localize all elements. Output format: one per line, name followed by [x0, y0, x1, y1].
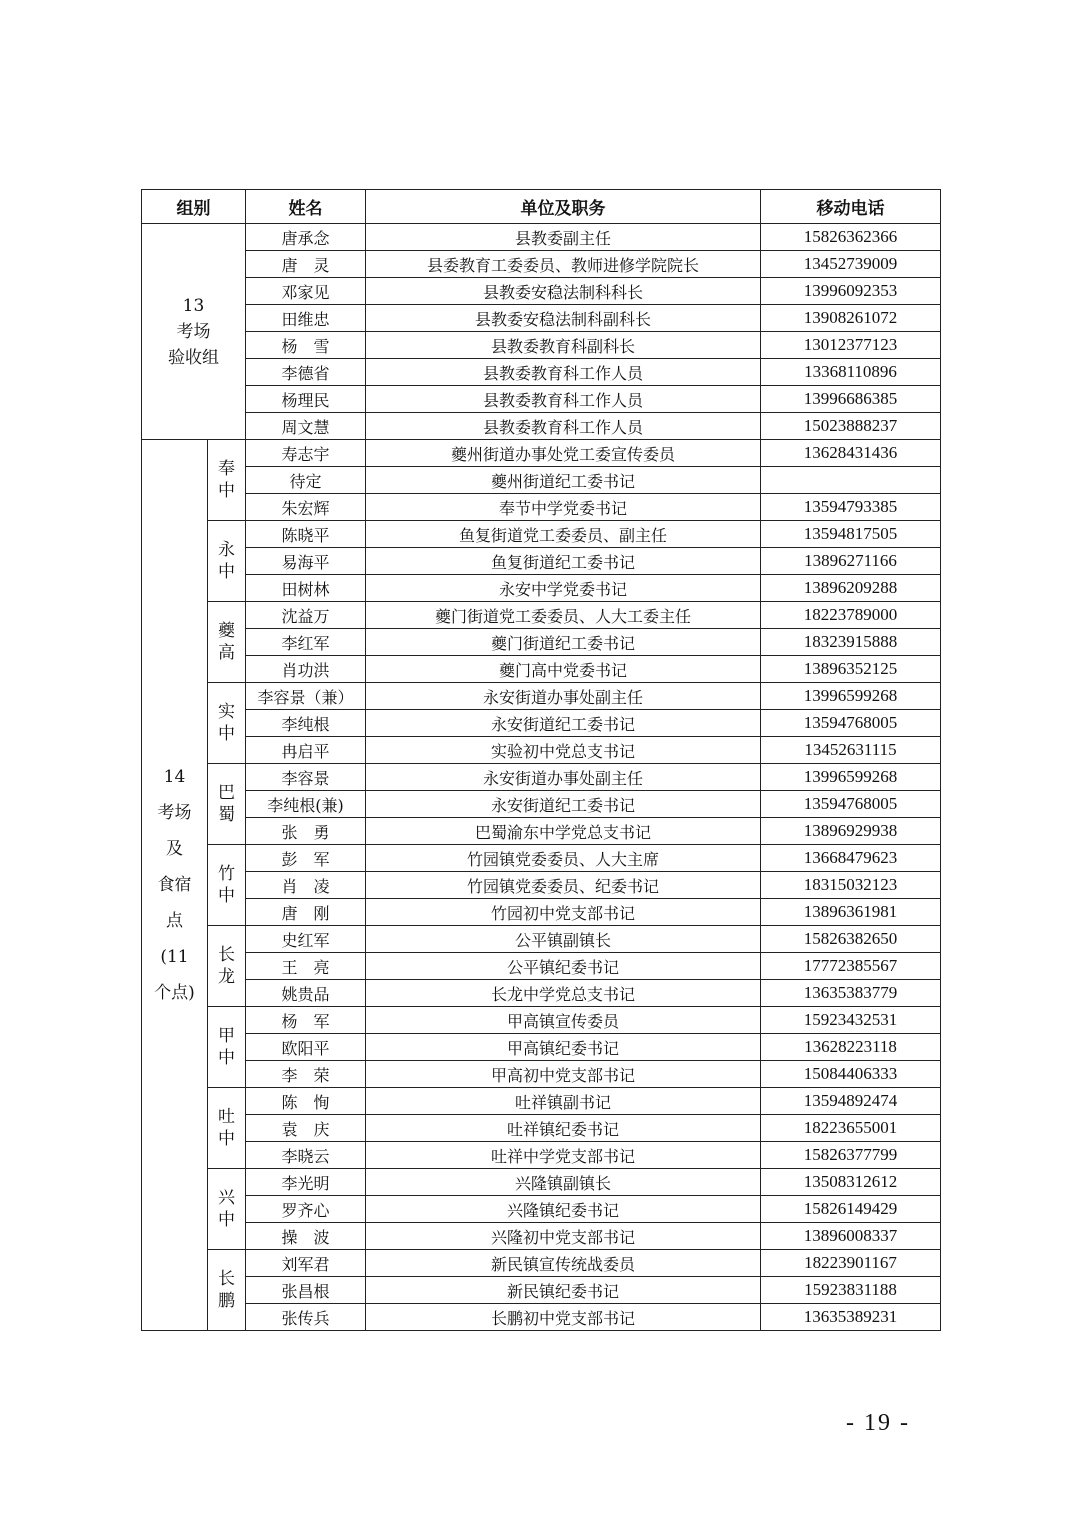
table-row: [142, 521, 941, 548]
person-unit: 县教委教育科工作人员: [366, 386, 761, 413]
group-label-line: 13: [182, 295, 205, 316]
person-phone: 13896209288: [761, 575, 941, 602]
site-name: 夔高: [218, 621, 235, 663]
table-row: [142, 710, 941, 737]
site-label: [208, 683, 246, 764]
person-unit: 夔州街道办事处党工委宣传委员: [366, 440, 761, 467]
person-name: 袁 庆: [246, 1115, 366, 1142]
person-unit: 夔州街道纪工委书记: [366, 467, 761, 494]
person-unit: 甲高镇宣传委员: [366, 1007, 761, 1034]
person-unit: 吐祥镇纪委书记: [366, 1115, 761, 1142]
person-name: 邓家见: [246, 278, 366, 305]
person-unit: 夔门街道党工委委员、人大工委主任: [366, 602, 761, 629]
site-label: [208, 1169, 246, 1250]
person-phone: 13635389231: [761, 1304, 941, 1331]
person-phone: 15826382650: [761, 926, 941, 953]
table-row: [142, 224, 941, 251]
table-body: [142, 224, 941, 1331]
person-phone: 13594768005: [761, 710, 941, 737]
person-phone: 15826362366: [761, 224, 941, 251]
person-unit: 永安街道办事处副主任: [366, 683, 761, 710]
header-phone: 移动电话: [761, 190, 941, 224]
person-phone: 18223655001: [761, 1115, 941, 1142]
table-row: [142, 494, 941, 521]
table-row: [142, 251, 941, 278]
table-row: [142, 440, 941, 467]
person-phone: 13012377123: [761, 332, 941, 359]
person-unit: 夔门街道纪工委书记: [366, 629, 761, 656]
person-name: 欧阳平: [246, 1034, 366, 1061]
table-row: [142, 656, 941, 683]
group-label-line: 考场: [176, 321, 211, 342]
person-name: 易海平: [246, 548, 366, 575]
table-row: [142, 683, 941, 710]
site-label: [208, 521, 246, 602]
person-unit: 新民镇宣传统战委员: [366, 1250, 761, 1277]
person-unit: 永安街道办事处副主任: [366, 764, 761, 791]
person-phone: 13628431436: [761, 440, 941, 467]
person-unit: 县教委安稳法制科科长: [366, 278, 761, 305]
group-13-label: [142, 224, 246, 440]
person-phone: 13896929938: [761, 818, 941, 845]
person-unit: 兴隆镇副镇长: [366, 1169, 761, 1196]
table-row: [142, 548, 941, 575]
site-label: [208, 764, 246, 845]
group-label-line: 考场: [157, 803, 192, 823]
site-label: [208, 845, 246, 926]
site-name: 永中: [218, 540, 235, 582]
person-phone: 13996686385: [761, 386, 941, 413]
table-row: [142, 1277, 941, 1304]
person-name: 待定: [246, 467, 366, 494]
person-phone: 13996092353: [761, 278, 941, 305]
person-unit: 竹园镇党委委员、纪委书记: [366, 872, 761, 899]
person-name: 沈益万: [246, 602, 366, 629]
group-14-label: [142, 440, 208, 1331]
person-name: 田维忠: [246, 305, 366, 332]
table-row: [142, 1034, 941, 1061]
person-unit: 县教委教育科工作人员: [366, 359, 761, 386]
person-unit: 竹园初中党支部书记: [366, 899, 761, 926]
person-name: 肖 凌: [246, 872, 366, 899]
person-phone: [761, 467, 941, 494]
table-row: [142, 953, 941, 980]
person-phone: 13594892474: [761, 1088, 941, 1115]
person-unit: 永安街道纪工委书记: [366, 791, 761, 818]
site-label: [208, 1250, 246, 1331]
person-unit: 县委教育工委委员、教师进修学院院长: [366, 251, 761, 278]
header-unit: 单位及职务: [366, 190, 761, 224]
person-phone: 13996599268: [761, 764, 941, 791]
person-name: 张传兵: [246, 1304, 366, 1331]
person-name: 肖功洪: [246, 656, 366, 683]
person-unit: 长鹏初中党支部书记: [366, 1304, 761, 1331]
person-name: 彭 军: [246, 845, 366, 872]
table-row: [142, 575, 941, 602]
person-phone: 15826149429: [761, 1196, 941, 1223]
person-name: 唐 灵: [246, 251, 366, 278]
group-label-line: 验收组: [168, 347, 219, 368]
table-row: [142, 1169, 941, 1196]
site-name: 甲中: [218, 1026, 235, 1068]
table-row: [142, 1304, 941, 1331]
site-label: [208, 1007, 246, 1088]
person-name: 罗齐心: [246, 1196, 366, 1223]
person-name: 李纯根: [246, 710, 366, 737]
table-row: [142, 899, 941, 926]
site-name: 兴中: [218, 1188, 235, 1230]
table-row: [142, 467, 941, 494]
person-name: 田树林: [246, 575, 366, 602]
table-row: [142, 980, 941, 1007]
person-phone: 15923831188: [761, 1277, 941, 1304]
person-unit: 县教委副主任: [366, 224, 761, 251]
person-phone: 13896271166: [761, 548, 941, 575]
table-row: [142, 791, 941, 818]
person-unit: 县教委教育科副科长: [366, 332, 761, 359]
person-name: 冉启平: [246, 737, 366, 764]
person-name: 李 荣: [246, 1061, 366, 1088]
person-name: 杨 军: [246, 1007, 366, 1034]
person-phone: 13594793385: [761, 494, 941, 521]
person-phone: 15923432531: [761, 1007, 941, 1034]
person-name: 王 亮: [246, 953, 366, 980]
table-row: [142, 332, 941, 359]
person-phone: 13368110896: [761, 359, 941, 386]
site-name: 长鹏: [218, 1269, 235, 1311]
table-row: [142, 413, 941, 440]
person-unit: 兴隆镇纪委书记: [366, 1196, 761, 1223]
person-name: 李纯根(兼): [246, 791, 366, 818]
person-name: 陈晓平: [246, 521, 366, 548]
person-unit: 奉节中学党委书记: [366, 494, 761, 521]
table-row: [142, 1007, 941, 1034]
site-label: [208, 926, 246, 1007]
person-name: 姚贵品: [246, 980, 366, 1007]
table-row: [142, 278, 941, 305]
person-name: 唐承念: [246, 224, 366, 251]
person-name: 李容景: [246, 764, 366, 791]
person-unit: 新民镇纪委书记: [366, 1277, 761, 1304]
contact-table: [141, 189, 941, 1331]
person-name: 刘军君: [246, 1250, 366, 1277]
person-name: 陈 恂: [246, 1088, 366, 1115]
table-row: [142, 1250, 941, 1277]
site-name: 吐中: [218, 1107, 235, 1149]
person-unit: 甲高镇纪委书记: [366, 1034, 761, 1061]
table-row: [142, 926, 941, 953]
group-label-line: 食宿: [157, 875, 192, 895]
person-phone: 13594768005: [761, 791, 941, 818]
group-label-line: 个点): [154, 983, 195, 1003]
table-row: [142, 305, 941, 332]
table-row: [142, 1223, 941, 1250]
person-phone: 18223901167: [761, 1250, 941, 1277]
person-unit: 巴蜀渝东中学党总支书记: [366, 818, 761, 845]
person-unit: 县教委教育科工作人员: [366, 413, 761, 440]
site-name: 竹中: [218, 864, 235, 906]
person-phone: 13452631115: [761, 737, 941, 764]
person-phone: 15084406333: [761, 1061, 941, 1088]
person-unit: 实验初中党总支书记: [366, 737, 761, 764]
person-name: 张 勇: [246, 818, 366, 845]
person-name: 朱宏辉: [246, 494, 366, 521]
person-name: 史红军: [246, 926, 366, 953]
person-phone: 13635383779: [761, 980, 941, 1007]
site-name: 巴蜀: [218, 783, 235, 825]
person-phone: 18323915888: [761, 629, 941, 656]
site-name: 奉中: [218, 459, 235, 501]
group-label-line: 14: [163, 767, 186, 787]
person-name: 李晓云: [246, 1142, 366, 1169]
person-unit: 吐祥中学党支部书记: [366, 1142, 761, 1169]
table-row: [142, 1088, 941, 1115]
site-name: 长龙: [218, 945, 235, 987]
person-name: 寿志宇: [246, 440, 366, 467]
person-name: 杨 雪: [246, 332, 366, 359]
person-phone: 15826377799: [761, 1142, 941, 1169]
person-unit: 公平镇纪委书记: [366, 953, 761, 980]
person-name: 杨理民: [246, 386, 366, 413]
person-phone: 13896361981: [761, 899, 941, 926]
person-phone: 13896008337: [761, 1223, 941, 1250]
header-name: 姓名: [246, 190, 366, 224]
person-phone: 15023888237: [761, 413, 941, 440]
person-phone: 13668479623: [761, 845, 941, 872]
table-row: [142, 1115, 941, 1142]
person-unit: 公平镇副镇长: [366, 926, 761, 953]
group-label-line: (11: [160, 947, 189, 967]
person-unit: 永安中学党委书记: [366, 575, 761, 602]
page-number: - 19 -: [846, 1410, 910, 1436]
person-unit: 鱼复街道纪工委书记: [366, 548, 761, 575]
person-unit: 夔门高中党委书记: [366, 656, 761, 683]
table-row: [142, 359, 941, 386]
table-row: [142, 764, 941, 791]
person-name: 张昌根: [246, 1277, 366, 1304]
person-name: 唐 刚: [246, 899, 366, 926]
person-name: 李红军: [246, 629, 366, 656]
person-phone: 13996599268: [761, 683, 941, 710]
table-row: [142, 818, 941, 845]
person-name: 周文慧: [246, 413, 366, 440]
table-row: [142, 1196, 941, 1223]
table-row: [142, 1061, 941, 1088]
person-unit: 长龙中学党总支书记: [366, 980, 761, 1007]
group-label-line: 点: [166, 911, 183, 931]
person-name: 李容景（兼）: [246, 683, 366, 710]
person-phone: 13628223118: [761, 1034, 941, 1061]
person-name: 李德省: [246, 359, 366, 386]
site-name: 实中: [218, 702, 235, 744]
person-unit: 吐祥镇副书记: [366, 1088, 761, 1115]
person-phone: 13508312612: [761, 1169, 941, 1196]
person-phone: 13452739009: [761, 251, 941, 278]
person-unit: 永安街道纪工委书记: [366, 710, 761, 737]
table-row: [142, 872, 941, 899]
person-phone: 13896352125: [761, 656, 941, 683]
person-phone: 13908261072: [761, 305, 941, 332]
person-phone: 18223789000: [761, 602, 941, 629]
table-row: [142, 737, 941, 764]
group-label-line: 及: [166, 839, 183, 859]
table-row: [142, 845, 941, 872]
person-phone: 13594817505: [761, 521, 941, 548]
person-name: 李光明: [246, 1169, 366, 1196]
table-row: [142, 1142, 941, 1169]
header-group: 组别: [142, 190, 246, 224]
person-unit: 县教委安稳法制科副科长: [366, 305, 761, 332]
person-unit: 鱼复街道党工委委员、副主任: [366, 521, 761, 548]
table-header-row: [142, 190, 941, 224]
person-phone: 18315032123: [761, 872, 941, 899]
site-label: [208, 602, 246, 683]
table-row: [142, 386, 941, 413]
person-phone: 17772385567: [761, 953, 941, 980]
person-name: 操 波: [246, 1223, 366, 1250]
table-row: [142, 629, 941, 656]
site-label: [208, 440, 246, 521]
table-row: [142, 602, 941, 629]
person-unit: 竹园镇党委委员、人大主席: [366, 845, 761, 872]
person-unit: 兴隆初中党支部书记: [366, 1223, 761, 1250]
person-unit: 甲高初中党支部书记: [366, 1061, 761, 1088]
site-label: [208, 1088, 246, 1169]
